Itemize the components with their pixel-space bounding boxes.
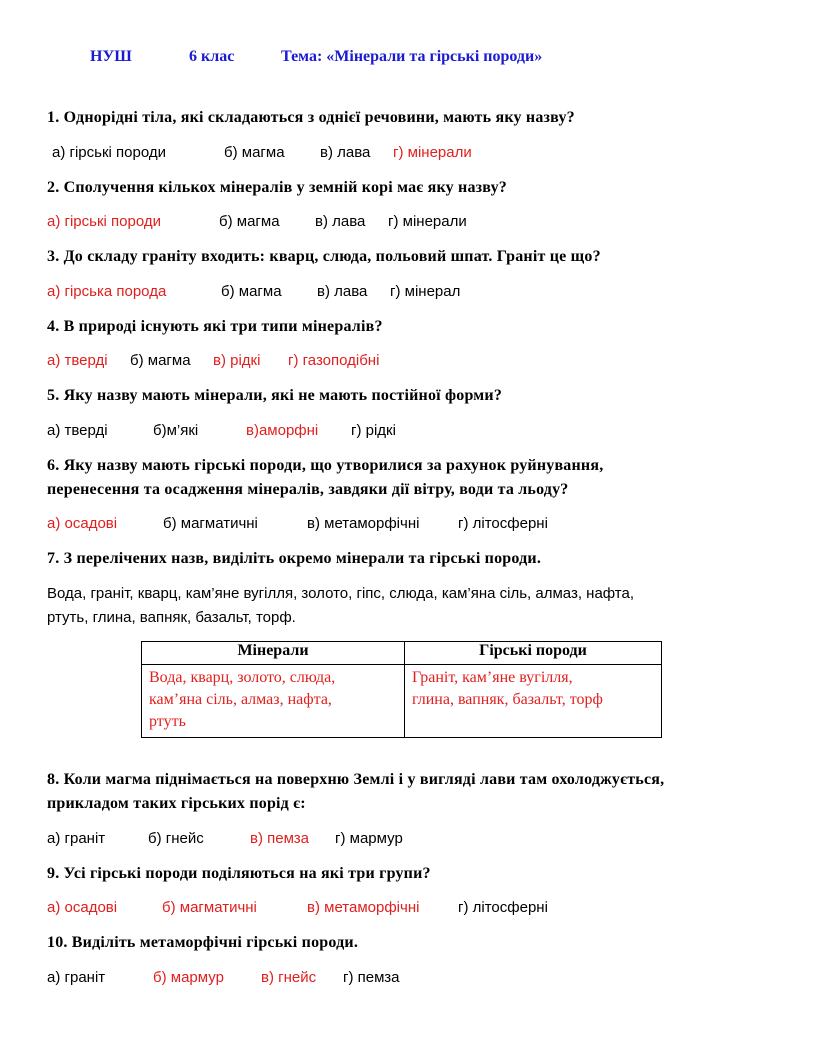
answer-d-correct: г) газоподібні	[288, 352, 380, 369]
answer-a-correct: а) гірська порода	[47, 283, 167, 300]
question-7-list-line-1: Вода, граніт, кварц, кам’яне вугілля, золото, гіпс, слюда, кам’яна сіль, алмаз, нафта,	[47, 585, 635, 602]
answer-c-correct: в) рідкі	[213, 352, 261, 369]
answer-b: б)м’які	[153, 422, 199, 439]
answer-a-correct: а) гірські породи	[47, 213, 161, 230]
rocks-line: глина, вапняк, базальт, торф	[412, 691, 603, 708]
question-10: 10. Виділіть метаморфічні гірські породи.	[47, 934, 359, 951]
grade-label: 6 клас	[189, 48, 235, 65]
minerals-line: Вода, кварц, золото, слюда,	[149, 669, 336, 686]
answer-a-correct: а) тверді	[47, 352, 108, 369]
answer-d: г) літосферні	[458, 515, 548, 532]
answer-b: б) магма	[221, 283, 282, 300]
answer-c-correct: в)аморфні	[246, 422, 319, 439]
answer-b: б) магма	[130, 352, 191, 369]
answer-a: а) тверді	[47, 422, 108, 439]
rocks-line: Граніт, кам’яне вугілля,	[412, 669, 573, 686]
answer-d: г) рідкі	[351, 422, 396, 439]
answer-b-correct: б) мармур	[153, 969, 224, 986]
question-7: 7. З перелічених назв, виділіть окремо мінерали та гірські породи.	[47, 550, 542, 567]
answer-a-correct: а) осадові	[47, 515, 118, 532]
answer-b: б) магма	[219, 213, 280, 230]
column-header-rocks: Гірські породи	[405, 642, 662, 665]
answer-c-correct: в) гнейс	[261, 969, 317, 986]
rocks-cell	[405, 665, 662, 738]
answer-d: г) мармур	[335, 830, 403, 847]
answer-b-correct: б) магматичні	[162, 899, 257, 916]
answer-a: а) граніт	[47, 830, 106, 847]
answer-d: г) мінерали	[388, 213, 467, 230]
answer-b: б) магма	[224, 144, 285, 161]
answer-d: г) літосферні	[458, 899, 548, 916]
question-8-line-2: прикладом таких гірських порід є:	[47, 795, 306, 812]
answer-d: г) мінерал	[390, 283, 461, 300]
answer-c-correct: в) пемза	[250, 830, 309, 847]
topic-title: Тема: «Мінерали та гірські породи»	[281, 48, 543, 65]
answer-b: б) магматичні	[163, 515, 258, 532]
answer-c: в) метаморфічні	[307, 515, 420, 532]
question-7-list-line-2: ртуть, глина, вапняк, базальт, торф.	[47, 609, 296, 626]
question-6-line-1: 6. Яку назву мають гірські породи, що утворилися за рахунок руйнування,	[47, 457, 604, 474]
minerals-cell	[142, 665, 405, 738]
answer-b: б) гнейс	[148, 830, 204, 847]
answer-a: а) гірські породи	[52, 144, 166, 161]
school-label: НУШ	[90, 48, 132, 65]
question-3: 3. До складу граніту входить: кварц, слюда, польовий шпат. Граніт це що?	[47, 248, 601, 265]
question-1: 1. Однорідні тіла, які складаються з однієї речовини, мають яку назву?	[47, 109, 575, 126]
minerals-line: кам’яна сіль, алмаз, нафта,	[149, 691, 332, 708]
answer-c: в) лава	[317, 283, 368, 300]
answer-c: в) лава	[315, 213, 366, 230]
question-6-line-2: перенесення та осадження мінералів, завдяки дії вітру, води та льоду?	[47, 481, 569, 498]
answer-d: г) пемза	[343, 969, 400, 986]
question-2: 2. Сполучення кількох мінералів у земній корі має яку назву?	[47, 179, 507, 196]
classification-table	[141, 641, 662, 738]
answer-c: в) лава	[320, 144, 371, 161]
question-8-line-1: 8. Коли магма піднімається на поверхню Землі і у вигляді лави там охолоджується,	[47, 771, 665, 788]
answer-a-correct: а) осадові	[47, 899, 118, 916]
question-4: 4. В природі існують які три типи мінералів?	[47, 318, 383, 335]
answer-a: а) граніт	[47, 969, 106, 986]
answer-c-correct: в) метаморфічні	[307, 899, 420, 916]
minerals-line: ртуть	[149, 713, 186, 730]
question-9: 9. Усі гірські породи поділяються на які три групи?	[47, 865, 431, 882]
question-5: 5. Яку назву мають мінерали, які не мають постійної форми?	[47, 387, 503, 404]
answer-d-correct: г) мінерали	[393, 144, 472, 161]
column-header-minerals: Мінерали	[142, 642, 405, 665]
